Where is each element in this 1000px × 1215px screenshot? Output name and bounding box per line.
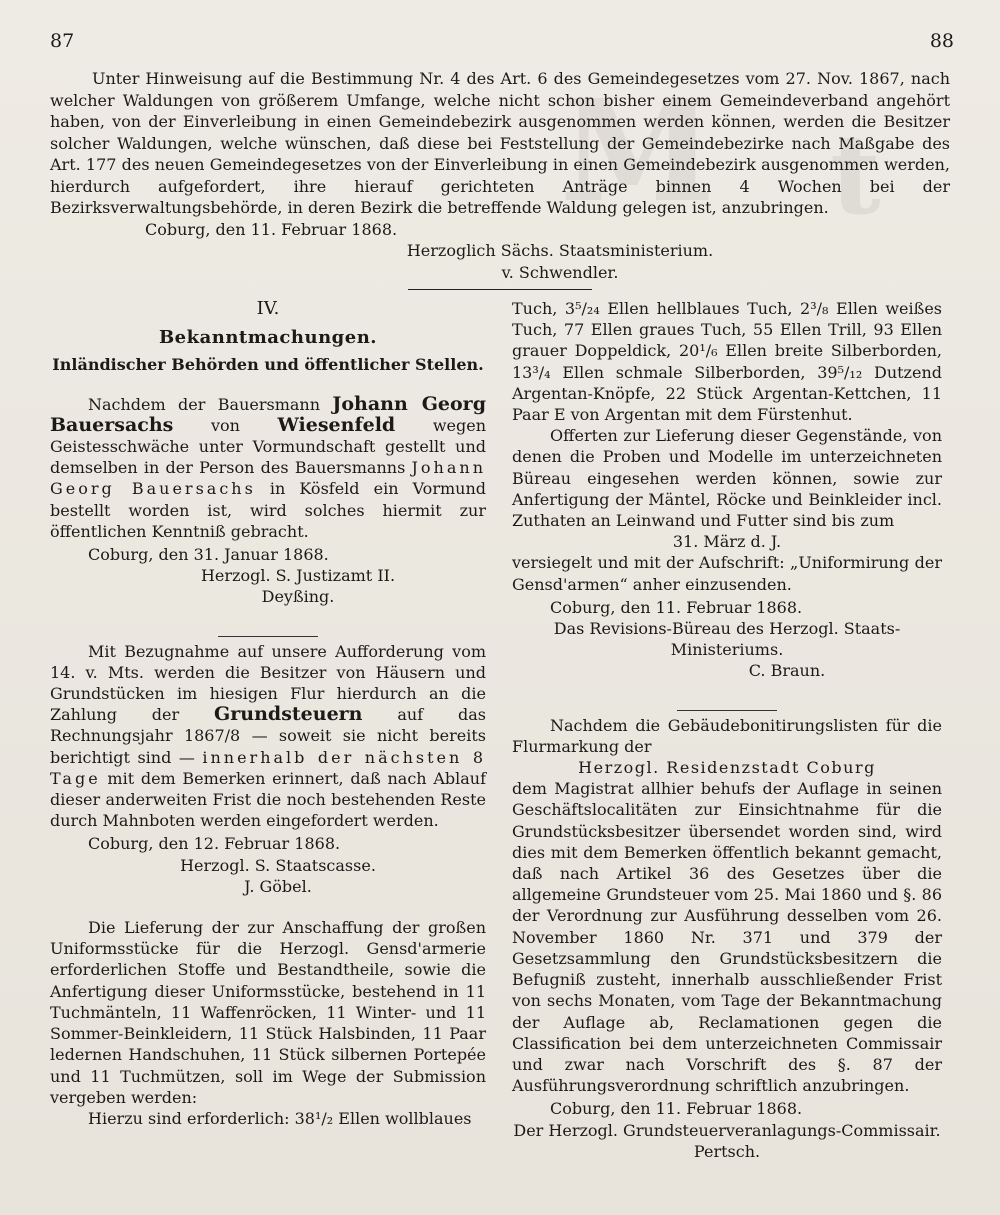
notice-grundsteuer-signatory: J. Göbel. <box>244 876 312 896</box>
section-subtitle: Inländischer Behörden und öffentlicher Stellen. <box>52 355 484 375</box>
notice-grundsteuer-text-a: Mit Bezugnahme auf unsere Aufforderung vom 14. v. Mts. werden die Besitzer von Häusern und Grundstücken im hiesigen Flur hierdurch an die Zahlung der <box>50 641 486 725</box>
notice-grundsteuer-date: Coburg, den 12. Februar 1868. <box>88 834 341 854</box>
notice-uniform-authority: Das Revisions-Büreau des Herzogl. Staats-Ministeriums. <box>553 619 901 660</box>
notice-grundsteuer-text-c: mit dem Bemerken erinnert, daß nach Ablauf dieser anderweiten Frist die noch bestehenden Reste durch Mahnboten werden eingefordert werden. <box>50 768 486 831</box>
left-page-number: 87 <box>50 30 75 52</box>
top-notice-authority: Herzoglich Sächs. Staatsministerium. <box>406 241 714 260</box>
notice-separator <box>677 710 777 711</box>
spacer <box>512 682 942 706</box>
section-title: Bekanntmachungen. <box>158 327 378 349</box>
notice-vormund-text <box>50 394 486 542</box>
notice-vormund-date: Coburg, den 31. Januar 1868. <box>88 545 329 565</box>
notice-vormund-text-a: Nachdem der Bauersmann <box>88 394 333 414</box>
right-page-number: 88 <box>929 30 954 52</box>
bleed-through-masthead: M <box>560 70 715 234</box>
notice-vormund-name: Johann Georg Bauersachs <box>50 392 486 436</box>
notice-gebaeude-text-b: dem Magistrat allhier behufs der Auflage in seinen Geschäftslocalitäten zur Einsichtnahme für die Grundstücksbesitzer übersendet worden sind, wird dies mit dem Bemerken öffentlich bekannt gemacht, daß nach Artikel 36 des Gesetzes über die allgemeine Grundsteuer vom 25. Mai 1860 und §. 86 der Verordnung zur Ausführung desselben vom 26. November 1860 Nr. 371 und 379 der Gesetzsammlung den Grundstücksbesitzern die Befugniß zusteht, innerhalb ausschließender Frist von sechs Monaten, vom Tage der Bekanntmachung der Auflage ab, Reclamationen gegen die Classification bei dem unterzeichneten Commissair und zwar nach Vorschrift des §. 87 der Ausführungsverordnung schriftlich anzubringen. <box>512 779 942 1096</box>
top-notice-text: Unter Hinweisung auf die Bestimmung Nr. 4 des Art. 6 des Gemeindegesetzes vom 27. Nov. 1867, nach welcher Waldungen von größerem Umfange, welche nicht schon bisher einem Gemeindeverband angehört haben, von der Einverleibung in einen Gemeindebezirk ausgenommen werden können, werden die Besitzer solcher Waldungen, welche wünschen, daß diese bei Feststellung der Gemeindebezirke nach Maßgabe des Art. 177 des neuen Gemeindegesetzes von der Einverleibung in einen Gemeindebezirk ausgenommen werden, hierdurch aufgefordert, ihre hierauf gerichteten Anträge binnen 4 Wochen bei der Bezirksverwaltungsbehörde, in deren Bezirk die betreffende Waldung gelegen ist, anzubringen. <box>50 69 950 217</box>
notice-gebaeude-date: Coburg, den 11. Februar 1868. <box>550 1099 803 1119</box>
notice-gebaeude-authority: Der Herzogl. Grundsteuerveranlagungs-Commissair. <box>513 1120 941 1140</box>
notice-gebaeude-text-a: Nachdem die Gebäudebonitirungslisten für die Flurmarkung der <box>512 715 942 756</box>
notice-uniform-text-right: Tuch, 3⁵/₂₄ Ellen hellblaues Tuch, 2³/₈ Ellen weißes Tuch, 77 Ellen graues Tuch, 55 Ellen Trill, 93 Ellen grauer Doppeldick, 20¹/₆ Ellen breite Silberborden, 13³/₄ Ellen schmale Silberborden, 39⁵/₁₂ Dutzend Argentan-Knöpfe, 22 Stück Argentan-Kettchen, 11 Paar E von Argentan mit dem Fürstenhut. <box>512 299 942 425</box>
top-notice-signatory: v. Schwendler. <box>501 262 619 282</box>
top-notice <box>50 68 950 283</box>
notice-uniform-signatory: C. Braun. <box>748 661 826 681</box>
notice-uniform-deadline: 31. März d. J. <box>672 532 782 552</box>
notice-vormund-guardian: Johann Georg Bauersachs <box>50 458 486 499</box>
notice-uniform-text-right-3: versiegelt und mit der Aufschrift: „Uniformirung der Gensd'armen“ anher einzusenden. <box>512 553 942 594</box>
spacer <box>50 608 486 632</box>
notice-vormund-text-d: in Kösfeld ein Vormund bestellt worden ist, wird solches hiermit zur öffentlichen Kenntniß gebracht. <box>50 479 486 541</box>
section-divider <box>408 289 592 290</box>
notice-vormund-place: Wiesenfeld <box>277 413 396 436</box>
notice-vormund-text-b: von <box>173 415 278 435</box>
spacer <box>50 897 486 917</box>
top-notice-date: Coburg, den 11. Februar 1868. <box>145 219 398 239</box>
notice-uniform-text-left: Die Lieferung der zur Anschaffung der großen Uniformsstücke für die Herzogl. Gensd'armerie erforderlichen Stoffe und Bestandtheile, sowie die Anfertigung dieser Uniformsstücke, bestehend in 11 Tuchmänteln, 11 Waffenröcken, 11 Winter- und 11 Sommer-Beinkleidern, 11 Stück Halsbinden, 11 Paar ledernen Handschuhen, 11 Stück silbernen Portepée und 11 Tuchmützen, soll im Wege der Submission vergeben werden: <box>50 918 486 1107</box>
bleed-through-masthead-2: t <box>830 110 881 239</box>
notice-separator <box>218 636 318 637</box>
notice-vormund-text-c: wegen Geistesschwäche unter Vormundschaft gestellt und demselben in der Person des Bauersmanns <box>50 415 487 478</box>
notice-uniform-text-right-2: Offerten zur Lieferung dieser Gegenstände, von denen die Proben und Modelle im unterzeichneten Büreau eingesehen werden können, sowie zur Anfertigung der Mäntel, Röcke und Beinkleider incl. Zuthaten an Leinwand und Futter sind bis zum <box>512 426 942 531</box>
right-column <box>512 298 942 1162</box>
notice-gebaeude-town: Herzogl. Residenzstadt Coburg <box>578 758 876 778</box>
notice-grundsteuer-bold: Grundsteuern <box>214 703 363 726</box>
notice-grundsteuer-text-b: auf das Rechnungsjahr 1867/8 — soweit sie nicht bereits berichtigt sind — <box>50 705 486 767</box>
section-number: IV. <box>256 298 280 319</box>
notice-grundsteuer-text <box>50 641 486 832</box>
notice-uniform-date: Coburg, den 11. Februar 1868. <box>550 597 803 617</box>
notice-gebaeude-signatory: Pertsch. <box>693 1141 761 1161</box>
notice-uniform-text-left-2: Hierzu sind erforderlich: 38¹/₂ Ellen wollblaues <box>88 1108 472 1128</box>
notice-grundsteuer-authority: Herzogl. S. Staatscasse. <box>180 855 376 875</box>
notice-grundsteuer-spaced: innerhalb der nächsten 8 Tage <box>50 747 486 788</box>
notice-vormund-authority: Herzogl. S. Justizamt II. <box>200 566 396 586</box>
notice-vormund-signatory: Deyßing. <box>261 587 335 607</box>
left-column <box>50 298 486 1129</box>
